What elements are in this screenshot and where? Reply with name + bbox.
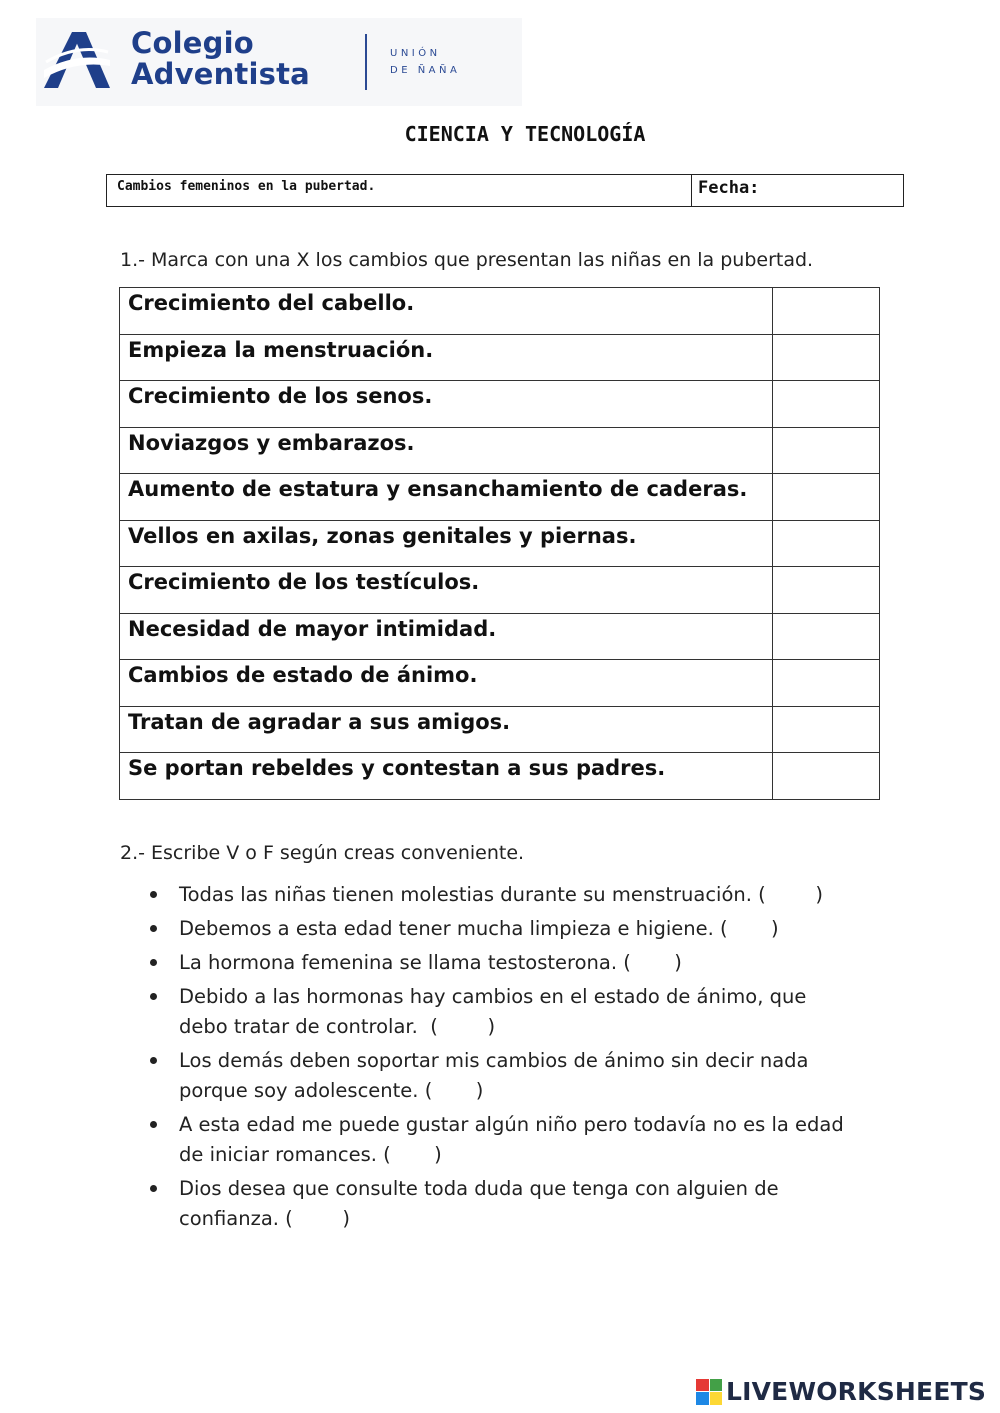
list-item[interactable] (150, 1174, 890, 1234)
row-label: Vellos en axilas, zonas genitales y piernas. (120, 520, 773, 567)
statement-text: A esta edad me puede gustar algún niño pero todavía no es la edad de iniciar romances. ( ) (179, 1113, 844, 1166)
date-label[interactable]: Fecha: (698, 178, 760, 198)
row-label: Se portan rebeldes y contestan a sus padres. (120, 753, 773, 800)
row-label: Crecimiento de los senos. (120, 381, 773, 428)
table-row (120, 427, 880, 474)
mark-box[interactable] (773, 613, 880, 660)
table-row (120, 567, 880, 614)
mark-box[interactable] (773, 567, 880, 614)
table-row (120, 706, 880, 753)
question-2-prompt: 2.- Escribe V o F según creas conveniente. (120, 842, 525, 864)
liveworksheets-logo-icon (696, 1379, 722, 1405)
list-item[interactable] (150, 982, 890, 1042)
school-name-line1: Colegio (131, 26, 254, 60)
table-row (120, 753, 880, 800)
brand-name: LIVEWORKSHEETS (726, 1377, 987, 1406)
table-row (120, 474, 880, 521)
table-row (120, 334, 880, 381)
question-1-prompt: 1.- Marca con una X los cambios que presentan las niñas en la pubertad. (120, 249, 814, 271)
bullet-icon (150, 1185, 157, 1192)
info-table (106, 174, 904, 207)
mark-box[interactable] (773, 753, 880, 800)
bullet-icon (150, 925, 157, 932)
mark-box[interactable] (773, 520, 880, 567)
logo-divider (365, 34, 367, 90)
row-label: Crecimiento del cabello. (120, 288, 773, 335)
school-subtitle-line2: DE ÑAÑA (390, 65, 461, 76)
true-false-list (150, 880, 890, 1238)
bullet-icon (150, 1121, 157, 1128)
checklist-table (119, 287, 880, 800)
statement-text: Todas las niñas tienen molestias durante su menstruación. ( ) (179, 883, 823, 906)
mark-box[interactable] (773, 334, 880, 381)
bullet-icon (150, 891, 157, 898)
topic-text: Cambios femeninos en la pubertad. (117, 179, 376, 194)
school-subtitle (390, 45, 460, 79)
statement-text: La hormona femenina se llama testosterona. ( ) (179, 951, 682, 974)
school-logo-icon (42, 30, 112, 90)
page-title: CIENCIA Y TECNOLOGÍA (404, 122, 646, 146)
mark-box[interactable] (773, 427, 880, 474)
statement-text: Los demás deben soportar mis cambios de ánimo sin decir nada porque soy adolescente. ( ) (179, 1049, 809, 1102)
row-label: Empieza la menstruación. (120, 334, 773, 381)
row-label: Tratan de agradar a sus amigos. (120, 706, 773, 753)
list-item[interactable] (150, 880, 890, 910)
row-label: Necesidad de mayor intimidad. (120, 613, 773, 660)
table-row (120, 660, 880, 707)
list-item[interactable] (150, 1110, 890, 1170)
row-label: Aumento de estatura y ensanchamiento de caderas. (120, 474, 773, 521)
bullet-icon (150, 1057, 157, 1064)
mark-box[interactable] (773, 660, 880, 707)
row-label: Noviazgos y embarazos. (120, 427, 773, 474)
mark-box[interactable] (773, 706, 880, 753)
list-item[interactable] (150, 914, 890, 944)
statement-text: Debido a las hormonas hay cambios en el estado de ánimo, que debo tratar de controlar. ( ) (179, 985, 807, 1038)
table-row (120, 381, 880, 428)
statement-text: Debemos a esta edad tener mucha limpieza e higiene. ( ) (179, 917, 779, 940)
list-item[interactable] (150, 948, 890, 978)
bullet-icon (150, 993, 157, 1000)
mark-box[interactable] (773, 288, 880, 335)
bullet-icon (150, 959, 157, 966)
table-row (120, 520, 880, 567)
school-name (131, 28, 310, 90)
topic-cell (107, 175, 692, 206)
mark-box[interactable] (773, 381, 880, 428)
table-row (120, 613, 880, 660)
statement-text: Dios desea que consulte toda duda que tenga con alguien de confianza. ( ) (179, 1177, 779, 1230)
row-label: Cambios de estado de ánimo. (120, 660, 773, 707)
list-item[interactable] (150, 1046, 890, 1106)
mark-box[interactable] (773, 474, 880, 521)
table-row (120, 288, 880, 335)
school-subtitle-line1: UNIÓN (390, 48, 441, 59)
liveworksheets-brand[interactable] (696, 1377, 986, 1406)
row-label: Crecimiento de los testículos. (120, 567, 773, 614)
school-name-line2: Adventista (131, 57, 310, 91)
